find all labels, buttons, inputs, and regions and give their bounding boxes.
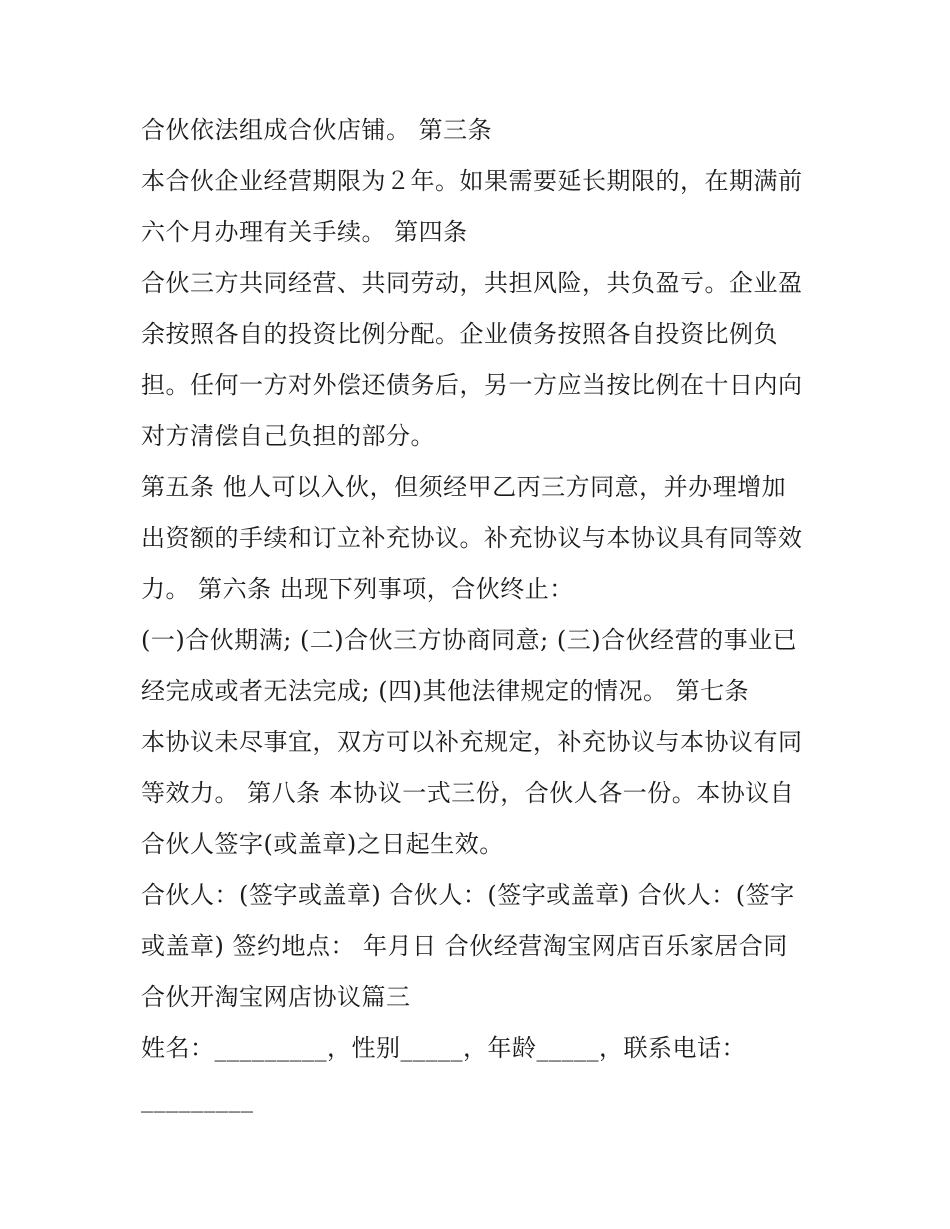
text-line-16: 合伙人：(签字或盖章) 合伙人：(签字或盖章) 合伙人：(签字: [141, 881, 795, 909]
text-line-7: 对方清偿自己负担的部分。: [141, 422, 435, 450]
text-line-17: 或盖章) 签约地点： 年月日 合伙经营淘宝网店百乐家居合同: [141, 932, 788, 960]
text-line-13: 本协议未尽事宜，双方可以补充规定，补充协议与本协议有同: [141, 728, 803, 756]
text-line-14: 等效力。 第八条 本协议一式三份，合伙人各一份。本协议自: [141, 779, 795, 807]
text-line-18: 合伙开淘宝网店协议篇三: [141, 983, 411, 1011]
text-line-12: 经完成或者无法完成; (四)其他法律规定的情况。 第七条: [141, 677, 750, 705]
text-line-4: 合伙三方共同经营、共同劳动，共担风险，共负盈亏。企业盈: [141, 269, 803, 297]
text-line-20: _________: [141, 1085, 254, 1113]
text-line-8: 第五条 他人可以入伙，但须经甲乙丙三方同意，并办理增加: [141, 473, 787, 501]
text-line-10: 力。 第六条 出现下列事项，合伙终止：: [141, 575, 574, 603]
text-line-15: 合伙人签字(或盖章)之日起生效。: [141, 830, 504, 858]
text-line-5: 余按照各自的投资比例分配。企业债务按照各自投资比例负: [141, 320, 778, 348]
text-line-19: 姓名：_________，性别_____，年龄_____，联系电话：: [141, 1034, 746, 1062]
text-line-6: 担。任何一方对外偿还债务后，另一方应当按比例在十日内向: [141, 371, 803, 399]
text-line-3: 六个月办理有关手续。 第四条: [141, 218, 468, 246]
text-line-2: 本合伙企业经营期限为２年。如果需要延长期限的，在期满前: [141, 167, 803, 195]
text-line-9: 出资额的手续和订立补充协议。补充协议与本协议具有同等效: [141, 524, 803, 552]
text-line-1: 合伙依法组成合伙店铺。 第三条: [141, 116, 493, 144]
document-body: [141, 108, 821, 1128]
text-line-11: (一)合伙期满; (二)合伙三方协商同意; (三)合伙经营的事业已: [141, 626, 798, 654]
